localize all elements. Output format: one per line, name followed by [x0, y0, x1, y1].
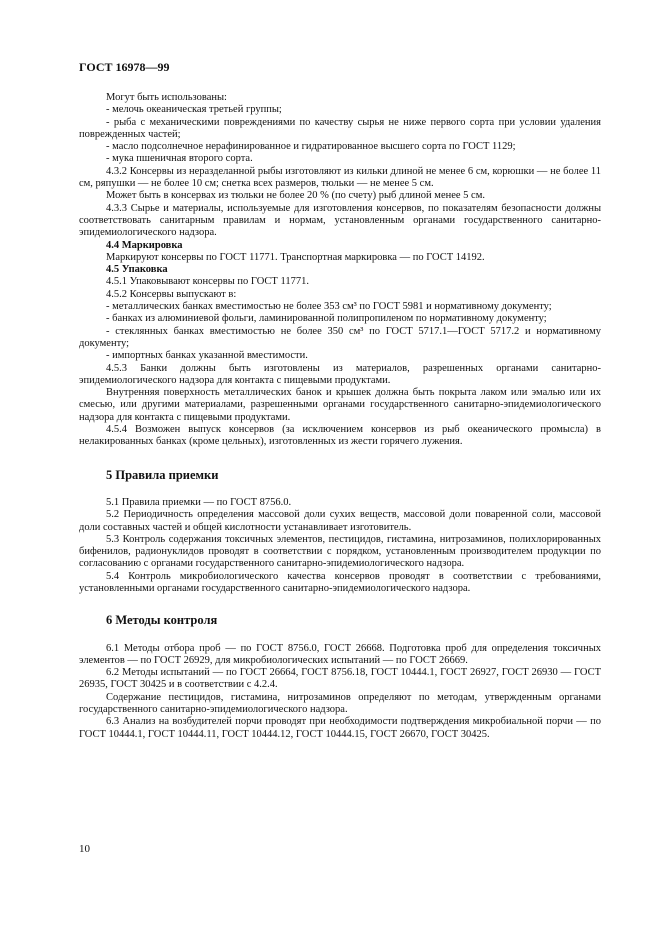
clause-4-5-3: 4.5.3 Банки должны быть изготовлены из материалов, разрешенных органами санитарно-эпидемиологического надзора для контакта с пищевыми продуктами.	[79, 362, 601, 386]
section-5-heading: 5 Правила приемки	[106, 467, 219, 482]
page-number: 10	[79, 843, 90, 855]
clause-5-4: 5.4 Контроль микробиологического качества консервов проводят в соответствии с требованиями, установленными органами государственного санитарно-эпидемиологического надзора.	[79, 570, 601, 594]
clause-6-2: 6.2 Методы испытаний — по ГОСТ 26664, ГОСТ 8756.18, ГОСТ 10444.1, ГОСТ 26927, ГОСТ 26930 — ГОСТ 26935, ГОСТ 30425 и в соответствии с 4.2.4.	[79, 667, 601, 691]
list-item: - рыба с механическими повреждениями по качеству сырья не ниже первого сорта при условии удаления поврежденных частей;	[79, 116, 601, 140]
paragraph: Маркируют консервы по ГОСТ 11771. Транспортная маркировка — по ГОСТ 14192.	[106, 251, 485, 263]
list-item: - стеклянных банках вместимостью не более 350 см³ по ГОСТ 5717.1—ГОСТ 5717.2 и нормативному документу;	[79, 325, 601, 349]
clause-6-3: 6.3 Анализ на возбудителей порчи проводят при необходимости подтверждения микробиальной порчи — по ГОСТ 10444.1, ГОСТ 10444.11, ГОСТ 10444.12, ГОСТ 10444.15, ГОСТ 26670, ГОСТ 30425.	[79, 716, 601, 740]
clause-5-1: 5.1 Правила приемки — по ГОСТ 8756.0.	[106, 496, 292, 508]
clause-4-5-4: 4.5.4 Возможен выпуск консервов (за исключением консервов из рыб океанического промысла) в нелакированных банках (кроме цельных), изготовленных из жести горячего лужения.	[79, 424, 601, 448]
paragraph: Внутренняя поверхность металлических банок и крышек должна быть покрыта лаком или эмалью или их смесью, или другими материалами, разрешенными органами государственного санитарно-эпидемиологического надзора для контакта с пищевыми продуктами.	[79, 387, 601, 423]
list-item: - металлических банках вместимостью не более 353 см³ по ГОСТ 5981 и нормативному документу;	[106, 301, 552, 313]
paragraph: Могут быть использованы:	[106, 92, 227, 103]
list-item: - банках из алюминиевой фольги, ламинированной полипропиленом по нормативному документу;	[106, 313, 547, 325]
subsection-4-5-title: 4.5 Упаковка	[106, 264, 168, 276]
clause-6-1: 6.1 Методы отбора проб — по ГОСТ 8756.0, ГОСТ 26668. Подготовка проб для определения токсичных элементов — по ГОСТ 26929, для микробиологических испытаний — по ГОСТ 26669.	[79, 642, 601, 666]
clause-5-2: 5.2 Периодичность определения массовой доли сухих веществ, массовой доли поваренной соли, массовой доли составных частей и общей кислотности устанавливает изготовитель.	[79, 509, 601, 533]
list-item: - мука пшеничная второго сорта.	[106, 153, 253, 165]
paragraph: Содержание пестицидов, гистамина, нитрозаминов определяют по методам, утвержденным органами государственного санитарно-эпидемиологического надзора.	[79, 691, 601, 716]
document-body	[79, 92, 601, 741]
clause-4-5-2: 4.5.2 Консервы выпускают в:	[106, 288, 237, 300]
clause-4-5-1: 4.5.1 Упаковывают консервы по ГОСТ 11771.	[106, 276, 309, 288]
list-item: - масло подсолнечное нерафинированное и гидратированное высшего сорта по ГОСТ 1129;	[106, 141, 516, 153]
clause-4-3-3: 4.3.3 Сырье и материалы, используемые для изготовления консервов, по показателям безопасности должны соответствовать санитарным правилам и нормам, установленным органами государственного санитарно-эпидемиологического надзора.	[79, 202, 601, 239]
list-item: - импортных банках указанной вместимости.	[106, 350, 308, 362]
subsection-4-4-title: 4.4 Маркировка	[106, 239, 183, 251]
section-6-heading: 6 Методы контроля	[106, 613, 218, 628]
paragraph: Может быть в консервах из тюльки не более 20 % (по счету) рыб длиной менее 5 см.	[106, 190, 485, 202]
clause-4-3-2: 4.3.2 Консервы из неразделанной рыбы изготовляют из кильки длиной не менее 6 см, корюшки — не более 11 см, ряпушки — не более 10 см; снетка всех размеров, тюльки — не менее 5 см.	[79, 165, 601, 190]
standard-header: ГОСТ 16978—99	[79, 60, 170, 74]
list-item: - мелочь океаническая третьей группы;	[106, 104, 282, 116]
clause-5-3: 5.3 Контроль содержания токсичных элементов, пестицидов, гистамина, нитрозаминов, полихлорированных бифенилов, радионуклидов проводят в соответствии с порядком, установленным производителем продукции по согласованию с органами государственного санитарно-эпидемиологического надзора.	[79, 533, 601, 570]
